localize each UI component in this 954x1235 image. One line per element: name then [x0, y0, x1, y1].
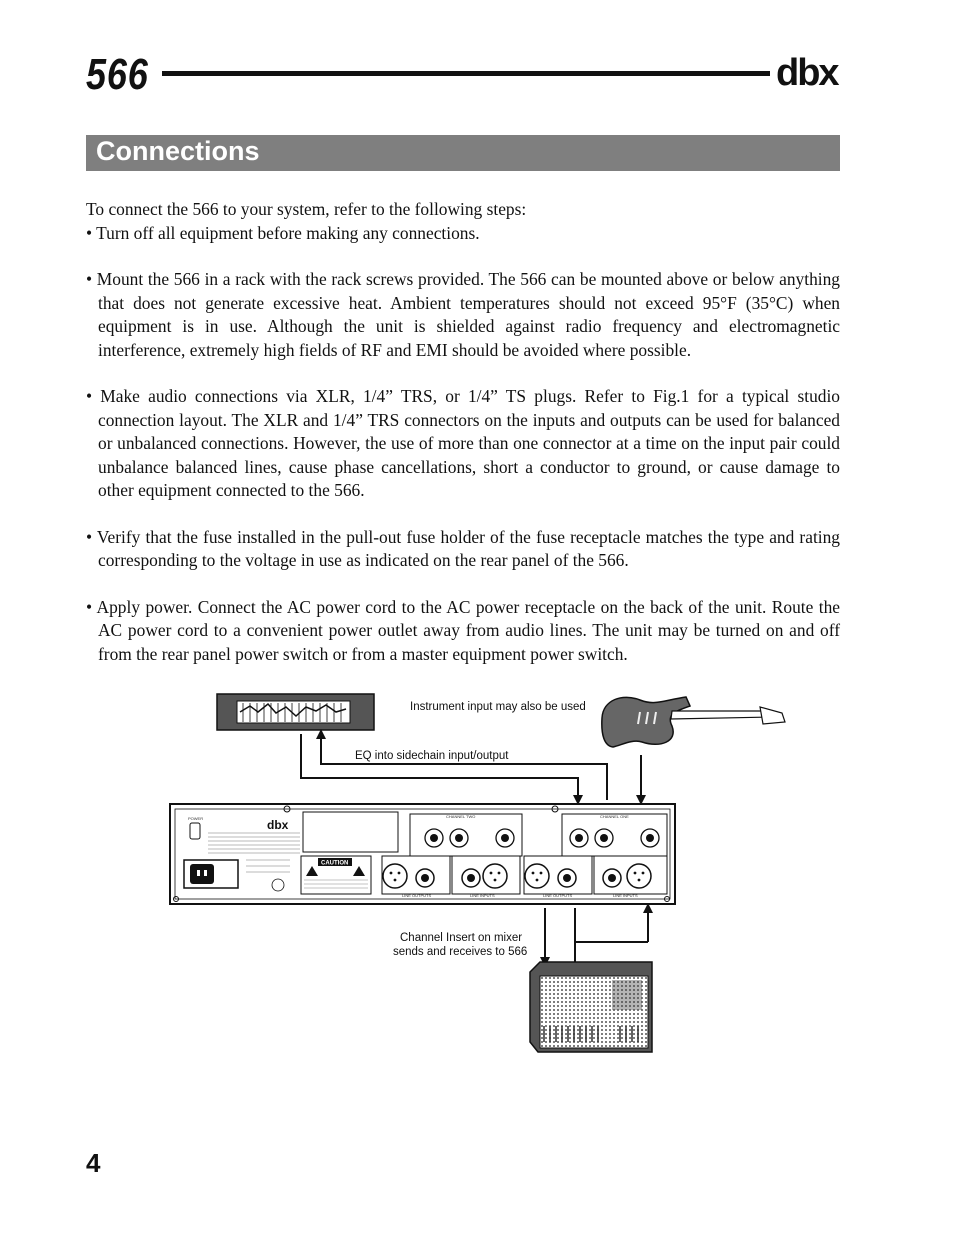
panel-line-outputs-two: LINE OUTPUTS	[402, 893, 432, 898]
mixer-icon	[530, 962, 652, 1052]
panel-caution: CAUTION	[321, 860, 349, 867]
body-text	[86, 198, 840, 666]
header-model-number: 566	[86, 50, 149, 99]
intro-paragraph: To connect the 566 to your system, refer to the following steps:	[86, 199, 527, 219]
instrument-input-label: Instrument input may also be used	[410, 701, 586, 713]
bullet-mounting: • Mount the 566 in a rack with the rack screws provided. The 566 can be mounted above or below anything that does not generate excessive heat. Ambient temperatures should not exceed 95°F (35°C) when equipment is in use. Although the unit is shielded against radio frequency and electromagnetic interference, extremely high fields of RF and EMI should be avoided where possible.	[86, 269, 840, 360]
panel-channel-two: CHANNEL TWO	[446, 814, 476, 819]
bullet-fuse: • Verify that the fuse installed in the pull-out fuse holder of the fuse receptacle matches the type and rating corresponding to the voltage in use as indicated on the rear panel of the 566.	[86, 526, 840, 570]
page-number: 4	[86, 1148, 101, 1178]
guitar-icon	[602, 697, 785, 747]
channel-insert-label-line1: Channel Insert on mixer	[400, 932, 523, 944]
section-title: Connections	[96, 136, 260, 166]
rear-panel	[170, 804, 675, 904]
header-rule	[162, 71, 770, 76]
brand-logo: dbx	[776, 52, 838, 94]
panel-line-inputs-one: LINE INPUTS	[613, 893, 638, 898]
panel-line-outputs-one: LINE OUTPUTS	[543, 893, 573, 898]
bullet-audio-connections: • Make audio connections via XLR, 1/4” TRS, or 1/4” TS plugs. Refer to Fig.1 for a typical studio connection layout. The XLR and 1/4” TRS connectors on the inputs and outputs can be used for balanced or unbalanced connections. However, the use of more than one connector at a time on the input pair could unbalance balanced lines, cause phase cancellations, short a conductor to ground, or cause damage to other equipment connected to the 566.	[86, 386, 840, 500]
eq-unit	[217, 694, 374, 730]
panel-line-inputs-two: LINE INPUTS	[470, 893, 495, 898]
connection-diagram	[165, 688, 795, 1058]
channel-insert-label-line2: sends and receives to 566	[393, 946, 528, 958]
bullet-apply-power: • Apply power. Connect the AC power cord to the AC power receptacle on the back of the unit. Route the AC power cord to a convenient power outlet away from audio lines. The unit may be turned on and off from the rear panel power switch or from a master equipment power switch.	[86, 596, 840, 664]
bullet-power-off: • Turn off all equipment before making any connections.	[86, 222, 480, 243]
section-heading-bar	[86, 135, 840, 171]
panel-brand: dbx	[267, 818, 289, 832]
panel-channel-one: CHANNEL ONE	[600, 814, 629, 819]
panel-power-label: POWER	[188, 816, 204, 821]
power-switch	[190, 823, 200, 839]
eq-sidechain-label: EQ into sidechain input/output	[355, 750, 509, 762]
